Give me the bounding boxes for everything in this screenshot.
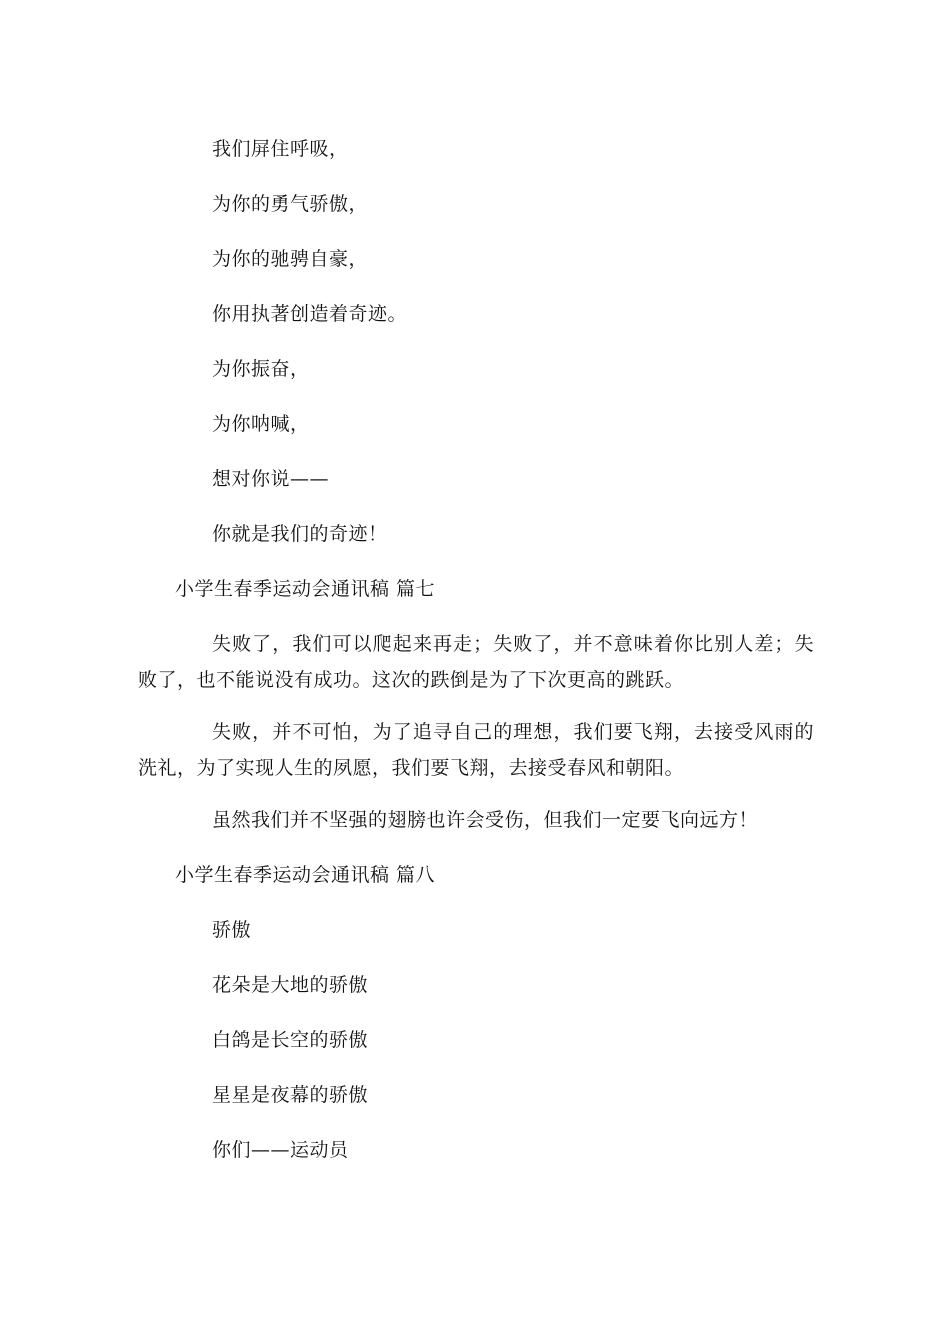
poem-line: 骄傲 [212, 919, 252, 941]
poem-line: 你用执著创造着奇迹。 [212, 303, 408, 325]
poem-line: 花朵是大地的骄傲 [212, 974, 369, 996]
poem-line: 星星是夜幕的骄傲 [212, 1084, 369, 1106]
poem-line: 为你呐喊， [212, 413, 310, 435]
paragraph: 失败了，我们可以爬起来再走；失败了，并不意味着你比别人差；失败了，也不能说没有成功。这次的跌倒是为了下次更高的跳跃。 [138, 633, 814, 691]
paragraph: 失败，并不可怕，为了追寻自己的理想，我们要飞翔，去接受风雨的洗礼，为了实现人生的夙愿，我们要飞翔，去接受春风和朝阳。 [138, 721, 814, 779]
poem-line: 想对你说—— [212, 468, 330, 490]
poem-line: 白鸽是长空的骄傲 [212, 1029, 369, 1051]
poem-line: 你就是我们的奇迹！ [212, 523, 388, 545]
section-heading: 小学生春季运动会通讯稿 篇七 [175, 578, 436, 600]
poem-line: 为你的驰骋自豪， [212, 248, 369, 270]
poem-line: 为你的勇气骄傲， [212, 193, 369, 215]
poem-line: 我们屏住呼吸， [212, 138, 349, 160]
paragraph: 虽然我们并不坚强的翅膀也许会受伤，但我们一定要飞向远方！ [212, 809, 759, 831]
poem-line: 为你振奋， [212, 358, 310, 380]
poem-line: 你们——运动员 [212, 1139, 349, 1161]
section-heading: 小学生春季运动会通讯稿 篇八 [175, 864, 436, 886]
